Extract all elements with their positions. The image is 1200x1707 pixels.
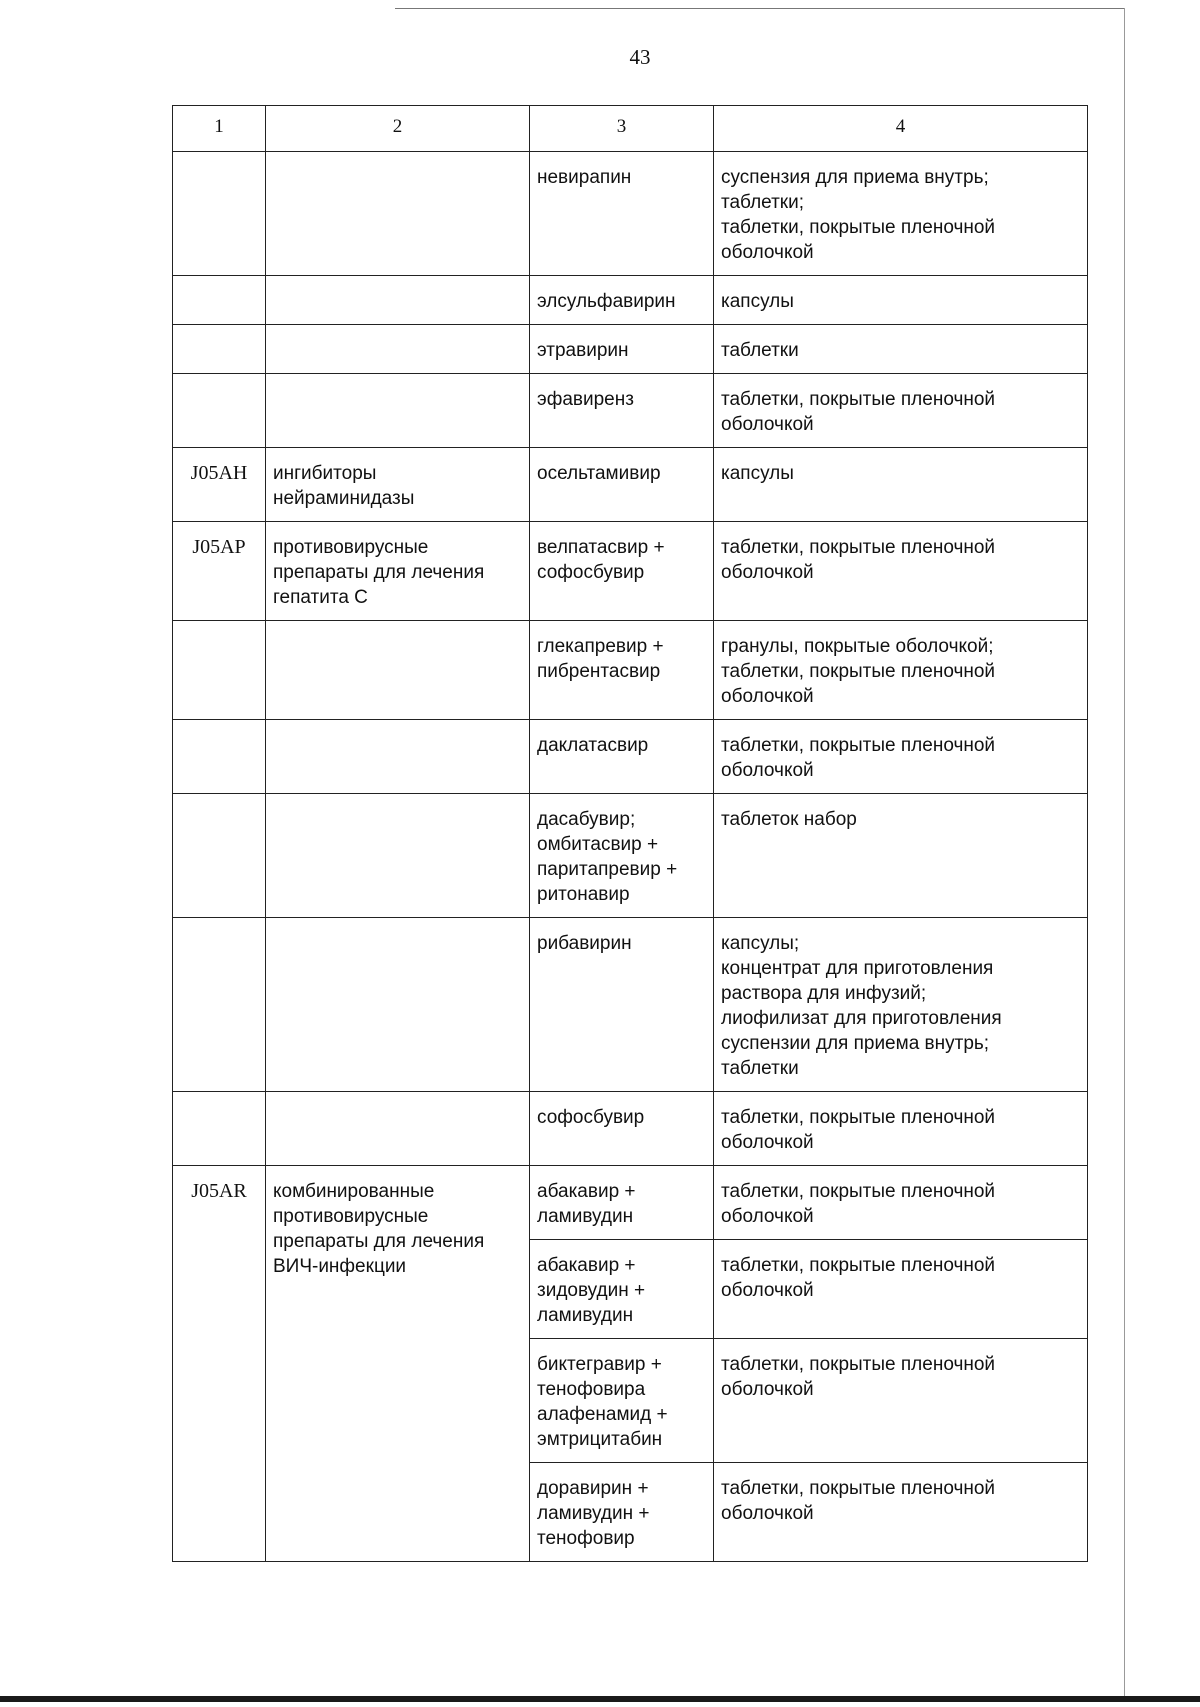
table-row xyxy=(173,918,1088,1092)
group-cell xyxy=(266,448,530,522)
dosage-form-cell xyxy=(714,276,1088,325)
group-cell xyxy=(266,1092,530,1166)
drug-name-cell xyxy=(530,621,714,720)
dosage-form-line: оболочкой xyxy=(721,1132,814,1153)
group-line: противовирусные xyxy=(273,537,429,558)
atc-code-cell: J05AH xyxy=(173,448,266,522)
drug-name-line: софосбувир xyxy=(537,1107,645,1128)
dosage-form-line: таблетки, покрытые пленочной xyxy=(721,1478,996,1499)
dosage-form-line: раствора для инфузий; xyxy=(721,983,927,1004)
drug-name-cell xyxy=(530,794,714,918)
atc-code-cell xyxy=(173,621,266,720)
header-cell: 3 xyxy=(530,106,714,152)
group-line: противовирусные xyxy=(273,1206,429,1227)
dosage-form-line: суспензии для приема внутрь; xyxy=(721,1033,990,1054)
drug-name-line: доравирин + xyxy=(537,1478,649,1499)
dosage-form-line: оболочкой xyxy=(721,686,814,707)
drug-name-cell xyxy=(530,276,714,325)
dosage-form-line: таблетки, покрытые пленочной xyxy=(721,661,996,682)
dosage-form-cell xyxy=(714,720,1088,794)
dosage-form-line: капсулы xyxy=(721,463,794,484)
atc-code-cell xyxy=(173,276,266,325)
atc-code-cell: J05AR xyxy=(173,1166,266,1562)
top-rule xyxy=(395,8,1125,9)
drug-name-line: абакавир + xyxy=(537,1181,636,1202)
group-cell xyxy=(266,621,530,720)
dosage-form-cell xyxy=(714,374,1088,448)
group-line: ингибиторы xyxy=(273,463,377,484)
drug-name-line: эмтрицитабин xyxy=(537,1429,663,1450)
atc-code-cell: J05AP xyxy=(173,522,266,621)
drug-name-line: эфавиренз xyxy=(537,389,634,410)
dosage-form-line: оболочкой xyxy=(721,1206,814,1227)
dosage-form-cell xyxy=(714,1166,1088,1240)
bottom-scan-edge xyxy=(0,1696,1200,1702)
dosage-form-cell xyxy=(714,1092,1088,1166)
dosage-form-line: капсулы; xyxy=(721,933,800,954)
group-line: препараты для лечения xyxy=(273,1231,485,1252)
table-row xyxy=(173,448,1088,522)
drug-name-cell xyxy=(530,1339,714,1463)
dosage-form-line: оболочкой xyxy=(721,1503,814,1524)
drug-name-line: тенофовира xyxy=(537,1379,646,1400)
dosage-form-cell xyxy=(714,1463,1088,1562)
dosage-form-line: оболочкой xyxy=(721,414,814,435)
dosage-form-line: таблетки xyxy=(721,340,799,361)
dosage-form-line: оболочкой xyxy=(721,242,814,263)
dosage-form-line: гранулы, покрытые оболочкой; xyxy=(721,636,994,657)
drug-name-cell xyxy=(530,374,714,448)
dosage-form-cell xyxy=(714,522,1088,621)
dosage-form-line: таблетки, покрытые пленочной xyxy=(721,217,996,238)
table-row xyxy=(173,374,1088,448)
dosage-form-cell xyxy=(714,918,1088,1092)
dosage-form-cell xyxy=(714,448,1088,522)
dosage-form-line: таблетки, покрытые пленочной xyxy=(721,735,996,756)
drug-name-line: осельтамивир xyxy=(537,463,661,484)
drug-name-cell xyxy=(530,918,714,1092)
group-cell xyxy=(266,1166,530,1562)
atc-code-cell xyxy=(173,794,266,918)
dosage-form-cell xyxy=(714,1240,1088,1339)
right-edge-rule xyxy=(1124,8,1125,1698)
dosage-form-line: таблетки, покрытые пленочной xyxy=(721,1107,996,1128)
drug-name-line: этравирин xyxy=(537,340,629,361)
drug-name-cell xyxy=(530,152,714,276)
drug-name-cell xyxy=(530,325,714,374)
atc-code-cell xyxy=(173,1092,266,1166)
table-row xyxy=(173,1166,1088,1240)
drug-name-line: глекапревир + xyxy=(537,636,664,657)
dosage-form-line: оболочкой xyxy=(721,760,814,781)
drug-name-line: зидовудин + xyxy=(537,1280,646,1301)
group-line: гепатита С xyxy=(273,587,368,608)
drug-name-line: элсульфавирин xyxy=(537,291,676,312)
drug-name-line: софосбувир xyxy=(537,562,645,583)
table-body xyxy=(173,152,1088,1562)
drug-name-line: паритапревир + xyxy=(537,859,678,880)
group-cell xyxy=(266,374,530,448)
group-line: препараты для лечения xyxy=(273,562,485,583)
dosage-form-line: концентрат для приготовления xyxy=(721,958,994,979)
group-line: нейраминидазы xyxy=(273,488,415,509)
table-row xyxy=(173,325,1088,374)
dosage-form-line: оболочкой xyxy=(721,562,814,583)
dosage-form-cell xyxy=(714,152,1088,276)
dosage-form-line: таблетки, покрытые пленочной xyxy=(721,1354,996,1375)
dosage-form-line: суспензия для приема внутрь; xyxy=(721,167,989,188)
drug-name-cell xyxy=(530,1092,714,1166)
drug-name-line: пибрентасвир xyxy=(537,661,661,682)
atc-code-cell xyxy=(173,918,266,1092)
group-cell xyxy=(266,276,530,325)
dosage-form-line: капсулы xyxy=(721,291,794,312)
dosage-form-line: таблеток набор xyxy=(721,809,857,830)
dosage-form-cell xyxy=(714,1339,1088,1463)
atc-code-cell xyxy=(173,325,266,374)
group-cell xyxy=(266,152,530,276)
dosage-form-line: таблетки, покрытые пленочной xyxy=(721,1181,996,1202)
table-row xyxy=(173,522,1088,621)
dosage-form-line: таблетки; xyxy=(721,192,805,213)
table-row xyxy=(173,1092,1088,1166)
dosage-form-line: оболочкой xyxy=(721,1280,814,1301)
atc-code-cell xyxy=(173,374,266,448)
drug-name-line: алафенамид + xyxy=(537,1404,668,1425)
group-cell xyxy=(266,794,530,918)
table-header-row xyxy=(173,106,1088,152)
dosage-form-line: таблетки, покрытые пленочной xyxy=(721,389,996,410)
drug-name-line: абакавир + xyxy=(537,1255,636,1276)
table-row xyxy=(173,152,1088,276)
group-cell xyxy=(266,918,530,1092)
atc-code-cell xyxy=(173,720,266,794)
drug-name-line: велпатасвир + xyxy=(537,537,665,558)
table-row xyxy=(173,720,1088,794)
dosage-form-line: таблетки xyxy=(721,1058,799,1079)
drug-name-line: омбитасвир + xyxy=(537,834,659,855)
page-number: 43 xyxy=(629,45,651,69)
dosage-form-line: таблетки, покрытые пленочной xyxy=(721,537,996,558)
dosage-form-line: оболочкой xyxy=(721,1379,814,1400)
dosage-form-cell xyxy=(714,794,1088,918)
table-row xyxy=(173,794,1088,918)
drug-name-line: даклатасвир xyxy=(537,735,649,756)
drug-name-line: ритонавир xyxy=(537,884,630,905)
group-cell xyxy=(266,720,530,794)
drug-name-cell xyxy=(530,1166,714,1240)
drug-name-cell xyxy=(530,1240,714,1339)
dosage-form-cell xyxy=(714,325,1088,374)
atc-code-cell xyxy=(173,152,266,276)
drug-name-line: невирапин xyxy=(537,167,632,188)
drug-name-line: ламивудин xyxy=(537,1206,634,1227)
drug-name-line: ламивудин xyxy=(537,1305,634,1326)
drug-name-cell xyxy=(530,448,714,522)
drug-name-line: рибавирин xyxy=(537,933,632,954)
dosage-form-line: таблетки, покрытые пленочной xyxy=(721,1255,996,1276)
table-row xyxy=(173,621,1088,720)
drug-name-cell xyxy=(530,522,714,621)
drug-name-line: биктегравир + xyxy=(537,1354,662,1375)
header-cell: 2 xyxy=(266,106,530,152)
table-row xyxy=(173,276,1088,325)
group-line: ВИЧ-инфекции xyxy=(273,1256,407,1277)
drug-table xyxy=(172,105,1088,1562)
group-cell xyxy=(266,325,530,374)
drug-name-line: тенофовир xyxy=(537,1528,635,1549)
drug-name-cell xyxy=(530,720,714,794)
group-cell xyxy=(266,522,530,621)
group-line: комбинированные xyxy=(273,1181,435,1202)
header-cell: 4 xyxy=(714,106,1088,152)
drug-name-line: ламивудин + xyxy=(537,1503,650,1524)
dosage-form-cell xyxy=(714,621,1088,720)
drug-name-cell xyxy=(530,1463,714,1562)
drug-name-line: дасабувир; xyxy=(537,809,636,830)
dosage-form-line: лиофилизат для приготовления xyxy=(721,1008,1002,1029)
header-cell: 1 xyxy=(173,106,266,152)
